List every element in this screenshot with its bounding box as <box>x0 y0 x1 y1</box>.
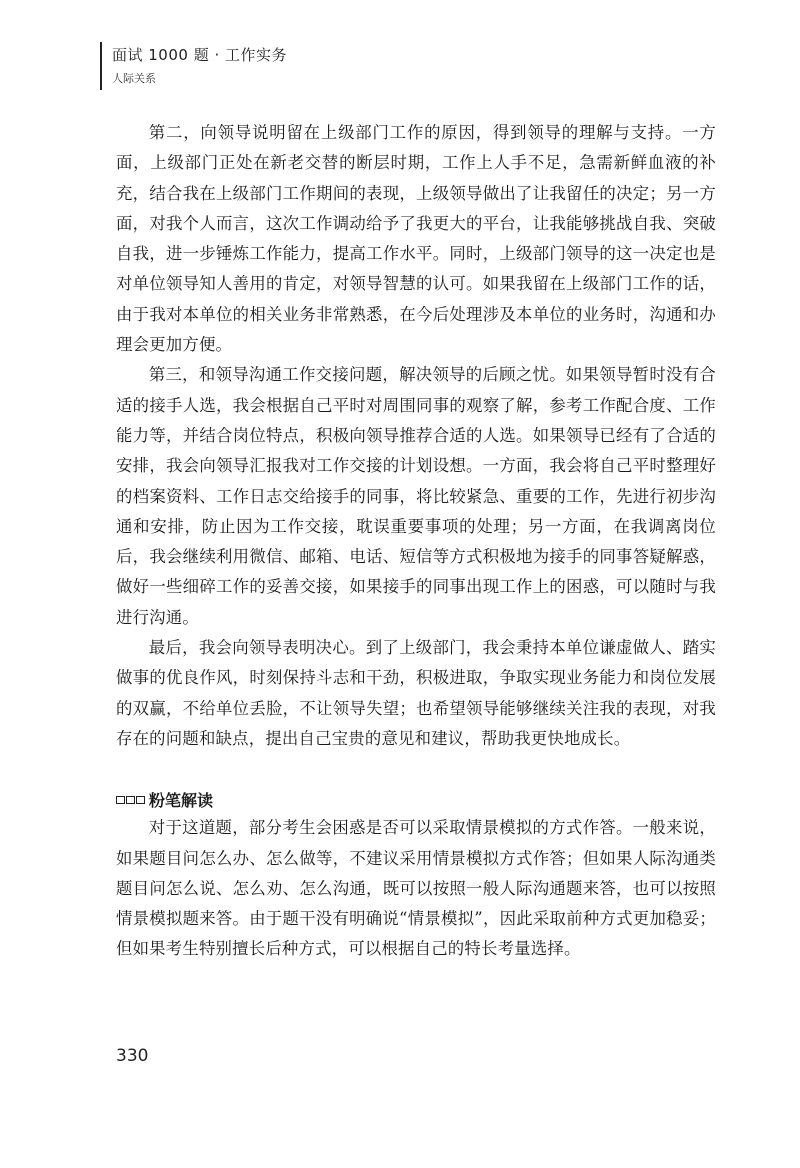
analysis-heading-label: 粉笔解读 <box>149 791 214 811</box>
main-content <box>116 118 716 965</box>
analysis-heading <box>116 788 716 811</box>
chapter-title: 人际关系 <box>112 72 156 85</box>
header-rule <box>100 42 102 90</box>
paragraph-third: 第三，和领导沟通工作交接问题，解决领导的后顾之忧。如果领导暂时没有合适的接手人选，我会根据自己平时对周围同事的观察了解，参考工作配合度、工作能力等，并结合岗位特点，积极向领导推荐合适的人选。如果领导已经有了合适的安排，我会向领导汇报我对工作交接的计划设想。一方面，我会将自己平时整理好的档案资料、工作日志交给接手的同事，将比较紧急、重要的工作，先进行初步沟通和安排，防止因为工作交接，耽误重要事项的处理；另一方面，在我调离岗位后，我会继续利用微信、邮箱、电话、短信等方式积极地为接手的同事答疑解惑，做好一些细碎工作的妥善交接，如果接手的同事出现工作上的困惑，可以随时与我进行沟通。 <box>116 365 716 627</box>
paragraph-final: 最后，我会向领导表明决心。到了上级部门，我会秉持本单位谦虚做人、踏实做事的优良作风，时刻保持斗志和干劲，积极进取，争取实现业务能力和岗位发展的双赢，不给单位丢脸，不让领导失望；也希望领导能够继续关注我的表现，对我存在的问题和缺点，提出自己宝贵的意见和建议，帮助我更快地成长。 <box>116 638 716 748</box>
analysis-paragraph: 对于这道题，部分考生会困惑是否可以采取情景模拟的方式作答。一般来说，如果题目问怎么办、怎么做等，不建议采用情景模拟方式作答；但如果人际沟通类题目问怎么说、怎么劝、怎么沟通，既可以按照一般人际沟通题来答，也可以按照情景模拟题来答。由于题干没有明确说“情景模拟”，因此采取前种方式更加稳妥；但如果考生特别擅长后种方式，可以根据自己的特长考量选择。 <box>116 818 716 959</box>
book-title: 面试 1000 题 · 工作实务 <box>112 46 288 64</box>
section-marker-icon <box>116 796 145 804</box>
paragraph-second: 第二，向领导说明留在上级部门工作的原因，得到领导的理解与支持。一方面，上级部门正处在新老交替的断层时期，工作上人手不足，急需新鲜血液的补充，结合我在上级部门工作期间的表现，上级领导做出了让我留任的决定；另一方面，对我个人而言，这次工作调动给予了我更大的平台，让我能够挑战自我、突破自我，进一步锤炼工作能力，提高工作水平。同时，上级部门领导的这一决定也是对单位领导知人善用的肯定，对领导智慧的认可。如果我留在上级部门工作的话，由于我对本单位的相关业务非常熟悉，在今后处理涉及本单位的业务时，沟通和办理会更加方便。 <box>116 123 716 355</box>
page-number: 330 <box>116 1046 149 1066</box>
